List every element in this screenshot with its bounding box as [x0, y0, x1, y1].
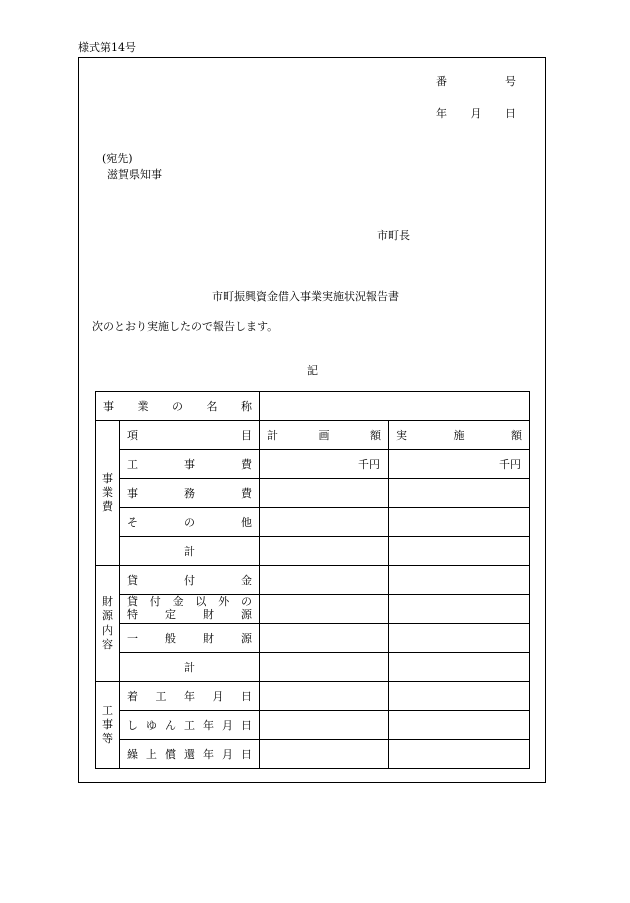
- actual-cell: [389, 711, 530, 740]
- sender: 市町長: [377, 229, 410, 242]
- table-row: [96, 624, 530, 653]
- completion-date-label: し ゆ ん 工 年 月 日: [120, 711, 260, 740]
- project-cost-group-label: 事 業 費: [96, 421, 120, 566]
- funding-total-label: 計: [120, 653, 260, 682]
- actual-cell: [389, 740, 530, 769]
- intro-text: 次のとおり実施したので報告します。: [92, 320, 279, 333]
- item-header: 項 目: [120, 421, 260, 450]
- plan-amount-header: 計 画 額: [260, 421, 389, 450]
- table-row: [96, 508, 530, 537]
- special-funding-label: 貸 付 金 以 外 の 特 定 財 源: [120, 595, 260, 624]
- construction-group-label: 工 事 等: [96, 682, 120, 769]
- cost-total-label: 計: [120, 537, 260, 566]
- actual-cell: [389, 479, 530, 508]
- date-year: 年: [436, 107, 447, 120]
- document-date-line: [436, 105, 516, 121]
- table-row: [96, 537, 530, 566]
- office-cost-label: 事 務 費: [120, 479, 260, 508]
- actual-cell: [389, 508, 530, 537]
- project-name-label: 事 業 の 名 称: [96, 392, 260, 421]
- plan-cell: [260, 653, 389, 682]
- other-cost-label: そ の 他: [120, 508, 260, 537]
- actual-amount-header: 実 施 額: [389, 421, 530, 450]
- plan-cell: [260, 711, 389, 740]
- actual-cell: [389, 682, 530, 711]
- report-table: [95, 391, 530, 769]
- actual-cell: [389, 653, 530, 682]
- general-funding-label: 一 般 財 源: [120, 624, 260, 653]
- plan-unit: 千円: [260, 450, 389, 479]
- table-row: [96, 421, 530, 450]
- addressee-name: 滋賀県知事: [107, 168, 162, 181]
- table-row: [96, 595, 530, 624]
- early-repayment-date-label: 繰 上 償 還 年 月 日: [120, 740, 260, 769]
- funding-group-label: 財 源 内 容: [96, 566, 120, 682]
- project-name-value: [260, 392, 530, 421]
- table-row: [96, 479, 530, 508]
- table-row: [96, 392, 530, 421]
- table-row: [96, 653, 530, 682]
- start-date-label: 着 工 年 月 日: [120, 682, 260, 711]
- construction-cost-label: 工 事 費: [120, 450, 260, 479]
- plan-cell: [260, 624, 389, 653]
- actual-cell: [389, 566, 530, 595]
- table-row: [96, 450, 530, 479]
- plan-cell: [260, 537, 389, 566]
- loan-label: 貸 付 金: [120, 566, 260, 595]
- plan-cell: [260, 740, 389, 769]
- date-day: 日: [505, 107, 516, 120]
- actual-cell: [389, 624, 530, 653]
- ki-mark: 記: [307, 364, 318, 377]
- document-title: 市町振興資金借入事業実施状況報告書: [212, 290, 399, 303]
- date-month: 月: [470, 107, 482, 120]
- table-row: [96, 740, 530, 769]
- document-number-line: [436, 73, 516, 89]
- plan-cell: [260, 566, 389, 595]
- actual-cell: [389, 595, 530, 624]
- actual-unit: 千円: [389, 450, 530, 479]
- number-char: 番: [436, 75, 447, 88]
- plan-cell: [260, 479, 389, 508]
- table-row: [96, 682, 530, 711]
- table-row: [96, 566, 530, 595]
- table-row: [96, 711, 530, 740]
- plan-cell: [260, 682, 389, 711]
- plan-cell: [260, 508, 389, 537]
- addressee-label: (宛先): [102, 152, 133, 165]
- number-char: 号: [505, 75, 516, 88]
- plan-cell: [260, 595, 389, 624]
- actual-cell: [389, 537, 530, 566]
- form-number: 様式第14号: [78, 41, 136, 54]
